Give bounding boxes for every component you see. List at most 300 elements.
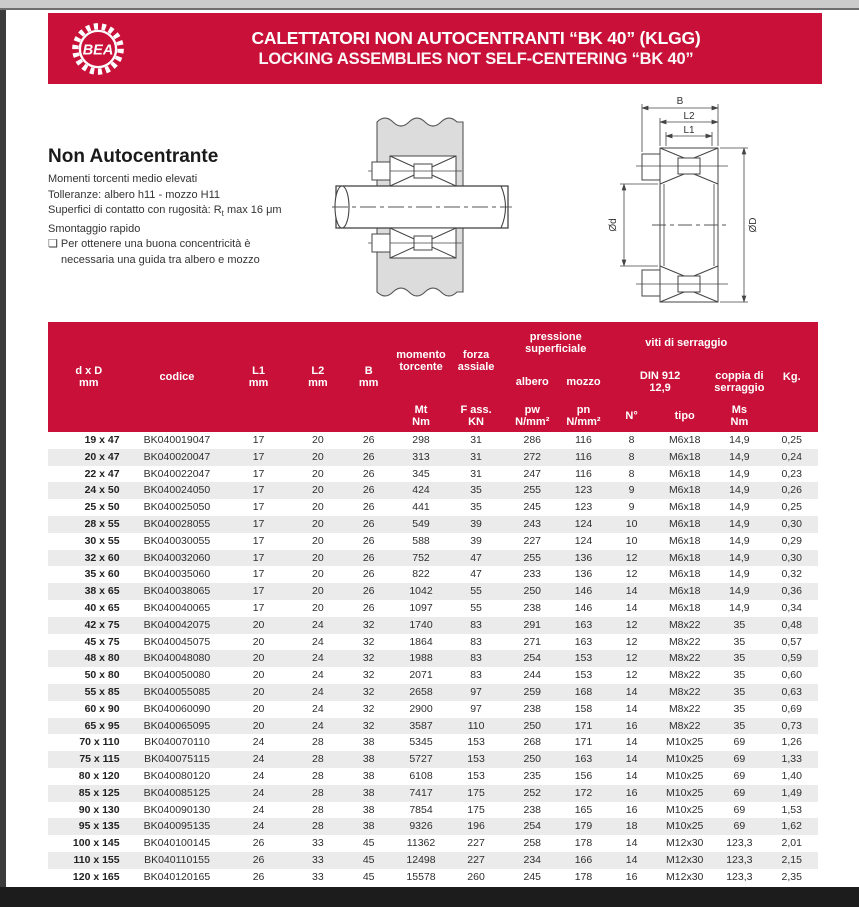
- cell-mt: 7854: [409, 803, 433, 816]
- cell-l2: 20: [312, 501, 324, 514]
- cell-fass: 153: [467, 753, 485, 766]
- cell-pn: 146: [574, 585, 593, 598]
- page-header-banner: [48, 13, 822, 84]
- cell-n: 12: [625, 618, 638, 631]
- cell-pn: 172: [574, 786, 593, 799]
- cell-b: 45: [362, 853, 375, 866]
- cell-l2: 24: [312, 669, 324, 682]
- cell-pw: 250: [523, 719, 542, 732]
- cell-l1: 26: [252, 837, 265, 850]
- cell-mt: 2900: [409, 702, 433, 715]
- cell-pn: 158: [574, 702, 593, 715]
- cell-ms: 14,9: [729, 484, 750, 497]
- table-row: [48, 600, 818, 617]
- cell-dxd: 28 x 55: [84, 517, 120, 530]
- cell-pw: 238: [523, 803, 542, 816]
- col-header-momento: momento torcente: [394, 322, 447, 400]
- cell-ms: 35: [733, 652, 746, 665]
- cell-kg: 0,30: [781, 517, 802, 530]
- table-row: [48, 650, 818, 667]
- cell-b: 26: [362, 534, 375, 547]
- cell-kg: 0,32: [781, 568, 802, 581]
- cell-b: 38: [362, 769, 375, 782]
- cell-kg: 1,26: [781, 736, 802, 749]
- table-row: [48, 566, 818, 583]
- cell-tipo: M10x25: [666, 753, 704, 766]
- cell-pn: 163: [574, 635, 593, 648]
- cell-l1: 20: [252, 618, 265, 631]
- cell-mt: 588: [412, 534, 430, 547]
- cell-dxd: 45 x 75: [84, 635, 120, 648]
- cell-l1: 17: [252, 551, 265, 564]
- cell-n: 16: [625, 803, 638, 816]
- cell-tipo: M6x18: [668, 467, 701, 480]
- cell-pn: 116: [575, 467, 592, 480]
- cell-n: 8: [628, 434, 635, 446]
- cell-ms: 123,3: [726, 853, 753, 866]
- cell-ms: 69: [733, 736, 746, 749]
- dim-label-L2: L2: [683, 111, 695, 122]
- cell-pw: 233: [523, 568, 542, 581]
- cell-dxd: 85 x 125: [78, 786, 120, 799]
- cell-b: 26: [362, 501, 375, 514]
- cell-n: 10: [625, 534, 638, 547]
- cell-dxd: 19 x 47: [84, 434, 120, 446]
- cell-b: 32: [362, 652, 375, 665]
- cell-l1: 17: [252, 484, 265, 497]
- table-row: [48, 516, 818, 533]
- cell-tipo: M6x18: [668, 585, 701, 598]
- cell-kg: 0,23: [781, 467, 802, 480]
- col-header-albero: albero: [505, 364, 560, 400]
- cell-n: 12: [625, 669, 638, 682]
- cell-codice: BK040100145: [143, 837, 211, 850]
- col-header-kg: Kg.: [766, 322, 818, 432]
- cell-n: 14: [625, 769, 638, 782]
- spec-table-header: [48, 322, 818, 432]
- cell-b: 32: [362, 685, 375, 698]
- col-header-b: B mm: [343, 322, 395, 432]
- cell-pn: 163: [574, 618, 593, 631]
- cell-tipo: M8x22: [668, 652, 701, 665]
- cell-ms: 69: [733, 753, 746, 766]
- cell-b: 26: [362, 517, 375, 530]
- cell-mt: 1864: [409, 635, 433, 648]
- cell-dxd: 48 x 80: [84, 652, 120, 665]
- cell-ms: 123,3: [726, 837, 753, 850]
- cell-tipo: M10x25: [666, 803, 704, 816]
- cell-codice: BK040020047: [143, 450, 211, 463]
- cell-mt: 1042: [409, 585, 433, 598]
- cell-ms: 14,9: [729, 434, 750, 446]
- cell-pw: 243: [523, 517, 542, 530]
- cell-codice: BK040030055: [143, 534, 211, 547]
- cell-ms: 69: [733, 820, 746, 833]
- cell-pn: 171: [574, 719, 593, 732]
- table-row: [48, 701, 818, 718]
- col-header-dxd: d x D mm: [48, 322, 130, 432]
- cell-codice: BK040025050: [143, 501, 211, 514]
- cell-mt: 2071: [409, 669, 433, 682]
- cell-kg: 0,24: [781, 450, 802, 463]
- cell-kg: 2,15: [781, 853, 802, 866]
- cell-n: 8: [628, 450, 635, 463]
- cell-l2: 20: [312, 568, 324, 581]
- cell-l2: 20: [312, 484, 324, 497]
- cell-l2: 24: [312, 652, 324, 665]
- cell-tipo: M12x30: [666, 837, 704, 850]
- cell-b: 32: [362, 702, 375, 715]
- cell-kg: 1,53: [781, 803, 802, 816]
- cell-codice: BK040110155: [144, 853, 210, 866]
- cell-codice: BK040055085: [143, 685, 211, 698]
- cell-tipo: M6x18: [668, 568, 701, 581]
- cell-n: 12: [625, 652, 638, 665]
- table-row: [48, 667, 818, 684]
- cell-ms: 14,9: [729, 450, 750, 463]
- assembly-dimension-drawing: [598, 88, 803, 318]
- cell-l2: 24: [312, 719, 324, 732]
- cell-l1: 17: [252, 601, 265, 614]
- cell-pw: 268: [523, 736, 542, 749]
- cell-dxd: 35 x 60: [84, 568, 120, 581]
- cell-fass: 55: [470, 601, 482, 614]
- cell-kg: 0,59: [781, 652, 802, 665]
- cell-codice: BK040028055: [143, 517, 211, 530]
- cell-dxd: 100 x 145: [72, 837, 120, 850]
- cell-b: 45: [362, 870, 375, 883]
- cell-kg: 0,69: [781, 702, 802, 715]
- viewer-bottom-margin: [0, 887, 859, 907]
- cell-ms: 35: [733, 669, 746, 682]
- cell-mt: 441: [412, 501, 430, 514]
- gear-logo-icon: [67, 20, 129, 78]
- cell-mt: 345: [412, 467, 430, 480]
- cell-ms: 69: [733, 769, 746, 782]
- cell-pn: 136: [574, 568, 593, 581]
- cell-pn: 166: [574, 853, 593, 866]
- cell-n: 8: [628, 467, 635, 480]
- screw-head-top: [642, 154, 660, 180]
- cell-mt: 5345: [409, 736, 433, 749]
- col-header-l1: L1 mm: [224, 322, 293, 432]
- cell-pn: 116: [575, 450, 592, 463]
- cell-dxd: 25 x 50: [84, 501, 120, 514]
- cell-pn: 124: [574, 534, 593, 547]
- cell-l2: 20: [312, 551, 324, 564]
- cell-codice: BK040090130: [143, 803, 211, 816]
- cell-l1: 24: [252, 786, 265, 799]
- table-row: [48, 499, 818, 516]
- cell-tipo: M8x22: [668, 719, 701, 732]
- cell-kg: 0,57: [781, 635, 802, 648]
- cell-codice: BK040085125: [143, 786, 211, 799]
- cell-n: 18: [625, 820, 638, 833]
- cell-fass: 97: [470, 685, 482, 698]
- cell-l1: 17: [252, 585, 265, 598]
- cell-l2: 24: [312, 685, 324, 698]
- cell-ms: 14,9: [729, 601, 750, 614]
- cell-l1: 24: [252, 753, 265, 766]
- unit-header-fass: F ass. KN: [448, 400, 505, 432]
- cell-mt: 1988: [409, 652, 433, 665]
- cell-ms: 35: [733, 618, 746, 631]
- catalog-page: [6, 10, 859, 887]
- cell-l2: 20: [312, 434, 324, 446]
- cell-b: 38: [362, 803, 375, 816]
- cell-pw: 252: [523, 786, 542, 799]
- cell-codice: BK040120165: [143, 870, 211, 883]
- cell-l1: 17: [252, 434, 265, 446]
- banner-titles: [148, 28, 822, 69]
- cell-l1: 17: [252, 568, 265, 581]
- cell-mt: 1097: [409, 601, 433, 614]
- cell-fass: 35: [470, 484, 482, 497]
- spec-table: [48, 322, 818, 886]
- cell-l2: 28: [312, 803, 324, 816]
- table-row: [48, 818, 818, 835]
- cell-n: 10: [625, 517, 638, 530]
- cell-ms: 69: [733, 803, 746, 816]
- cell-pw: 254: [523, 820, 542, 833]
- cell-n: 14: [625, 837, 638, 850]
- cell-l2: 20: [312, 517, 324, 530]
- cell-tipo: M6x18: [668, 551, 701, 564]
- cell-kg: 0,25: [781, 501, 802, 514]
- cell-kg: 0,26: [781, 484, 802, 497]
- cell-codice: BK040022047: [143, 467, 211, 480]
- cell-pn: 116: [575, 434, 592, 446]
- cell-l1: 20: [252, 652, 265, 665]
- cell-mt: 424: [412, 484, 430, 497]
- info-line-tolerances: Tolleranze: albero h11 - mozzo H11: [48, 188, 221, 201]
- cell-pn: 165: [574, 803, 593, 816]
- info-line-disassembly: Smontaggio rapido: [48, 222, 141, 235]
- cell-fass: 39: [470, 534, 482, 547]
- cell-kg: 0,60: [781, 669, 802, 682]
- cell-l1: 20: [252, 635, 265, 648]
- table-row: [48, 432, 818, 449]
- unit-header-pn: pn N/mm²: [560, 400, 607, 432]
- cell-dxd: 80 x 120: [78, 769, 120, 782]
- cell-mt: 12498: [406, 853, 436, 866]
- cell-b: 26: [362, 585, 375, 598]
- cell-ms: 14,9: [729, 585, 750, 598]
- col-header-coppia: coppia di serraggio: [713, 364, 765, 400]
- cell-pw: 234: [523, 853, 542, 866]
- cell-kg: 1,62: [781, 820, 802, 833]
- cell-l2: 20: [312, 467, 324, 480]
- unit-header-ms: Ms Nm: [713, 400, 765, 432]
- cell-fass: 83: [470, 618, 482, 631]
- cell-pn: 153: [574, 652, 593, 665]
- cell-tipo: M8x22: [668, 685, 701, 698]
- cell-pw: 245: [523, 870, 542, 883]
- cell-fass: 260: [467, 870, 485, 883]
- cell-pw: 250: [523, 753, 542, 766]
- cell-l2: 24: [312, 618, 324, 631]
- cell-b: 26: [362, 484, 375, 497]
- cell-pw: 227: [523, 534, 542, 547]
- cell-fass: 227: [467, 853, 485, 866]
- cell-l1: 17: [252, 467, 265, 480]
- cell-fass: 110: [467, 719, 485, 732]
- cell-n: 12: [625, 551, 638, 564]
- cell-n: 14: [625, 753, 638, 766]
- cell-pw: 258: [523, 837, 542, 850]
- cell-dxd: 32 x 60: [84, 551, 120, 564]
- cell-tipo: M6x18: [668, 484, 701, 497]
- cell-pn: 153: [574, 669, 593, 682]
- dim-label-OD: ØD: [748, 217, 759, 233]
- cell-tipo: M12x30: [666, 853, 704, 866]
- table-row: [48, 583, 818, 600]
- cell-l2: 20: [312, 601, 324, 614]
- table-row: [48, 852, 818, 869]
- cell-l1: 24: [252, 820, 265, 833]
- table-row: [48, 449, 818, 466]
- cell-pn: 156: [574, 769, 593, 782]
- cell-tipo: M8x22: [668, 702, 701, 715]
- cell-mt: 6108: [409, 769, 433, 782]
- cell-pw: 272: [523, 450, 542, 463]
- table-row: [48, 533, 818, 550]
- cell-pw: 254: [523, 652, 542, 665]
- cell-b: 26: [362, 434, 375, 446]
- cell-codice: BK040035060: [143, 568, 211, 581]
- cell-pn: 178: [574, 870, 593, 883]
- cell-pw: 271: [523, 635, 542, 648]
- cell-fass: 83: [470, 652, 482, 665]
- cell-l1: 24: [252, 736, 265, 749]
- info-line-roughness: Superfici di contatto con rugosità: $R_t$ max 16 μm: [48, 204, 282, 219]
- spec-table-body: [48, 432, 818, 886]
- cell-b: 26: [362, 601, 375, 614]
- cell-kg: 0,48: [781, 618, 802, 631]
- cell-l1: 26: [252, 870, 265, 883]
- cell-tipo: M10x25: [666, 736, 704, 749]
- cell-l1: 17: [252, 450, 265, 463]
- cell-l1: 17: [252, 534, 265, 547]
- cell-dxd: 110 x 155: [73, 853, 120, 866]
- unit-header-tipo: tipo: [656, 400, 713, 432]
- cell-tipo: M6x18: [668, 534, 701, 547]
- cell-tipo: M8x22: [668, 635, 701, 648]
- dim-label-od: Ød: [608, 218, 619, 232]
- col-header-l2: L2 mm: [293, 322, 343, 432]
- cell-kg: 0,29: [781, 534, 802, 547]
- cell-fass: 47: [470, 568, 482, 581]
- cell-l2: 28: [312, 769, 324, 782]
- cell-fass: 31: [470, 450, 482, 463]
- cell-mt: 298: [412, 434, 430, 446]
- cell-codice: BK040065095: [143, 719, 211, 732]
- info-line-torque: Momenti torcenti medio elevati: [48, 173, 198, 185]
- cell-l1: 24: [252, 769, 265, 782]
- page-title-english: LOCKING ASSEMBLIES NOT SELF-CENTERING “BK 40”: [258, 50, 694, 68]
- cell-b: 32: [362, 719, 375, 732]
- cell-n: 16: [625, 786, 638, 799]
- cell-mt: 2658: [409, 685, 433, 698]
- cell-mt: 7417: [409, 786, 433, 799]
- cell-ms: 14,9: [729, 568, 750, 581]
- cell-fass: 39: [470, 517, 482, 530]
- cell-l2: 28: [312, 786, 324, 799]
- cell-codice: BK040019047: [143, 434, 211, 446]
- cell-pw: 244: [523, 669, 542, 682]
- cell-pw: 245: [523, 501, 542, 514]
- cell-tipo: M8x22: [668, 618, 701, 631]
- col-header-forza: forza assiale: [448, 322, 505, 400]
- cell-kg: 0,73: [781, 719, 802, 732]
- cell-codice: BK040045075: [143, 635, 211, 648]
- cell-dxd: 120 x 165: [72, 870, 120, 883]
- table-row: [48, 768, 818, 785]
- cell-mt: 5727: [409, 753, 433, 766]
- group-header-pressione: pressione superficiale: [505, 322, 607, 364]
- cell-n: 14: [625, 685, 638, 698]
- cell-codice: BK040040065: [143, 601, 211, 614]
- cell-ms: 14,9: [729, 534, 750, 547]
- cell-dxd: 40 x 65: [84, 601, 120, 614]
- group-header-viti: viti di serraggio: [607, 322, 766, 364]
- screw-head-bottom: [642, 270, 660, 296]
- cell-n: 14: [625, 585, 638, 598]
- cell-n: 14: [625, 853, 638, 866]
- cell-ms: 14,9: [729, 467, 750, 480]
- cell-l2: 33: [312, 853, 324, 866]
- cell-l1: 20: [252, 702, 265, 715]
- cell-b: 26: [362, 467, 375, 480]
- cell-pw: 238: [523, 601, 542, 614]
- cell-ms: 69: [733, 786, 746, 799]
- cell-ms: 35: [733, 635, 746, 648]
- cell-n: 14: [625, 736, 638, 749]
- table-row: [48, 718, 818, 735]
- cell-pn: 171: [574, 736, 593, 749]
- dim-label-L1: L1: [683, 125, 695, 136]
- cell-tipo: M6x18: [668, 601, 701, 614]
- cell-fass: 31: [470, 434, 482, 446]
- cell-dxd: 65 x 95: [84, 719, 120, 732]
- cell-tipo: M10x25: [666, 769, 704, 782]
- cell-fass: 153: [467, 769, 485, 782]
- cell-ms: 14,9: [729, 501, 750, 514]
- cell-n: 12: [625, 635, 638, 648]
- cell-pw: 259: [523, 685, 542, 698]
- cell-mt: 11362: [406, 837, 436, 850]
- cell-tipo: M12x30: [666, 870, 704, 883]
- cell-dxd: 38 x 65: [84, 585, 120, 598]
- cell-l2: 20: [312, 450, 324, 463]
- cell-pw: 247: [523, 467, 542, 480]
- cell-fass: 55: [470, 585, 482, 598]
- cell-pw: 286: [523, 434, 542, 446]
- cell-n: 9: [628, 501, 635, 514]
- cell-ms: 35: [733, 685, 746, 698]
- table-row: [48, 802, 818, 819]
- cell-fass: 97: [470, 702, 482, 715]
- cell-fass: 175: [467, 803, 485, 816]
- cell-kg: 0,34: [781, 601, 802, 614]
- info-note-line2: necessaria una guida tra albero e mozzo: [61, 253, 260, 266]
- cell-kg: 0,36: [781, 585, 802, 598]
- table-row: [48, 617, 818, 634]
- cell-codice: BK040032060: [143, 551, 211, 564]
- cell-mt: 15578: [406, 870, 436, 883]
- cell-l1: 26: [252, 853, 265, 866]
- table-row: [48, 785, 818, 802]
